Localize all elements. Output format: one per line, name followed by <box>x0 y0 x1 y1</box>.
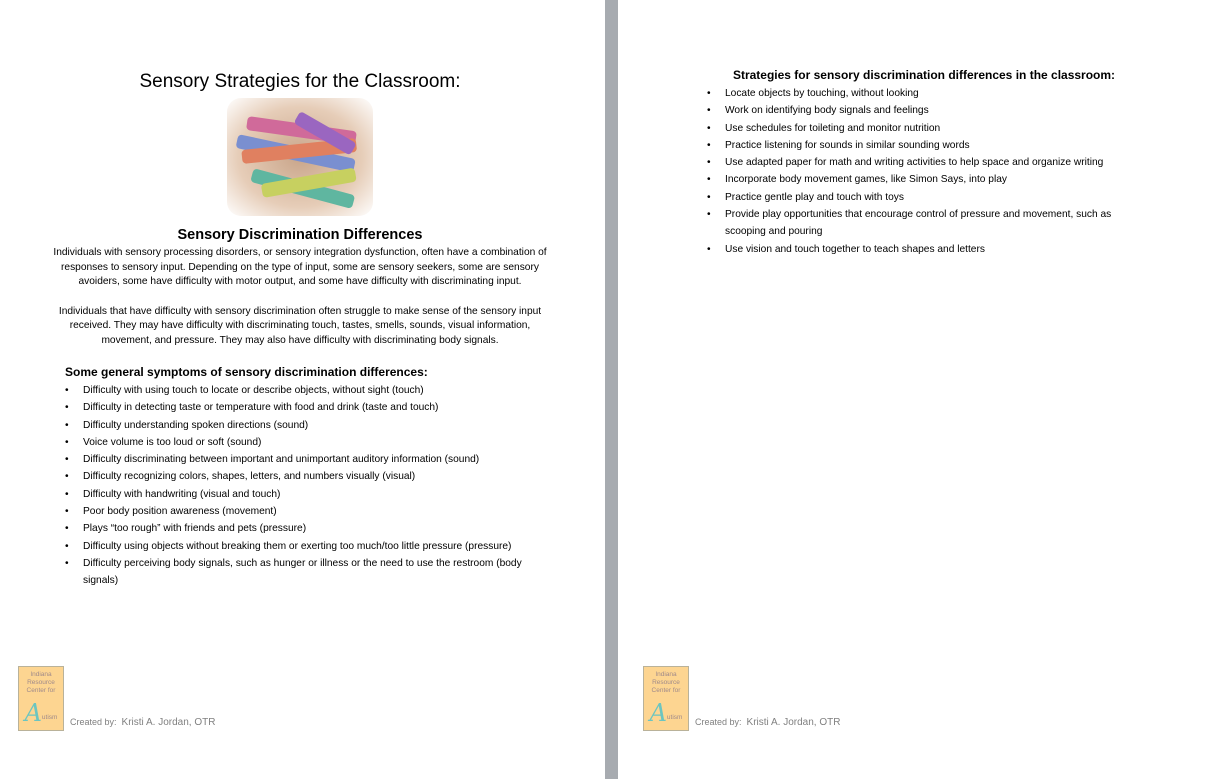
list-item: • Practice listening for sounds in similar sounding words <box>707 137 1152 154</box>
page-1 <box>0 0 605 779</box>
list-item: • Use schedules for toileting and monitor nutrition <box>707 120 1152 137</box>
list-item: • Use vision and touch together to teach shapes and letters <box>707 241 1152 258</box>
page-2 <box>618 0 1212 779</box>
symptoms-list <box>65 382 535 590</box>
list-item: • Locate objects by touching, without looking <box>707 85 1152 102</box>
section-heading: Sensory Discrimination Differences <box>177 227 423 243</box>
credit-line: Created by: Kristi A. Jordan, OTR <box>70 717 216 728</box>
symptoms-heading: Some general symptoms of sensory discrimination differences: <box>65 365 428 379</box>
list-item: • Practice gentle play and touch with toys <box>707 189 1152 206</box>
strategies-list <box>707 85 1152 258</box>
list-item: • Difficulty in detecting taste or temperature with food and drink (taste and touch) <box>65 399 535 416</box>
list-item: • Use adapted paper for math and writing activities to help space and organize writing <box>707 154 1152 171</box>
list-item: • Difficulty with using touch to locate or describe objects, without sight (touch) <box>65 382 535 399</box>
list-item: • Difficulty discriminating between important and unimportant auditory information (sound) <box>65 451 535 468</box>
list-item: • Incorporate body movement games, like Simon Says, into play <box>707 171 1152 188</box>
page-title: Sensory Strategies for the Classroom: <box>139 71 461 92</box>
list-item: • Provide play opportunities that encourage control of pressure and movement, such as scooping and pouring <box>707 206 1152 241</box>
crayons-photo <box>227 98 373 216</box>
strategies-heading: Strategies for sensory discrimination differences in the classroom: <box>732 68 1116 82</box>
list-item: • Difficulty understanding spoken directions (sound) <box>65 417 535 434</box>
list-item: • Plays “too rough” with friends and pets (pressure) <box>65 520 535 537</box>
list-item: • Work on identifying body signals and feelings <box>707 102 1152 119</box>
list-item: • Difficulty with handwriting (visual and touch) <box>65 486 535 503</box>
list-item: • Difficulty perceiving body signals, such as hunger or illness or the need to use the restroom (body signals) <box>65 555 535 590</box>
list-item: • Poor body position awareness (movement) <box>65 503 535 520</box>
intro-paragraph: Individuals with sensory processing disorders, or sensory integration dysfunction, often have a combination of responses to sensory input. Depending on the type of input, some are sensory seekers, some are sensory avoiders, some have difficulty with motor output, and some have difficulty with discriminating input. <box>53 247 547 287</box>
irca-logo: Indiana Resource Center for A utism <box>643 666 689 731</box>
discrimination-paragraph: Individuals that have difficulty with sensory discrimination often struggle to make sense of the sensory input received. They may have difficulty with discriminating touch, tastes, smells, sounds, visual information, movement, and pressure. They may also have difficulty with discriminating body signals. <box>58 305 542 346</box>
list-item: • Difficulty recognizing colors, shapes, letters, and numbers visually (visual) <box>65 468 535 485</box>
credit-line: Created by: Kristi A. Jordan, OTR <box>695 717 841 728</box>
list-item: • Difficulty using objects without breaking them or exerting too much/too little pressure (pressure) <box>65 538 535 555</box>
irca-logo: Indiana Resource Center for A utism <box>18 666 64 731</box>
list-item: • Voice volume is too loud or soft (sound) <box>65 434 535 451</box>
